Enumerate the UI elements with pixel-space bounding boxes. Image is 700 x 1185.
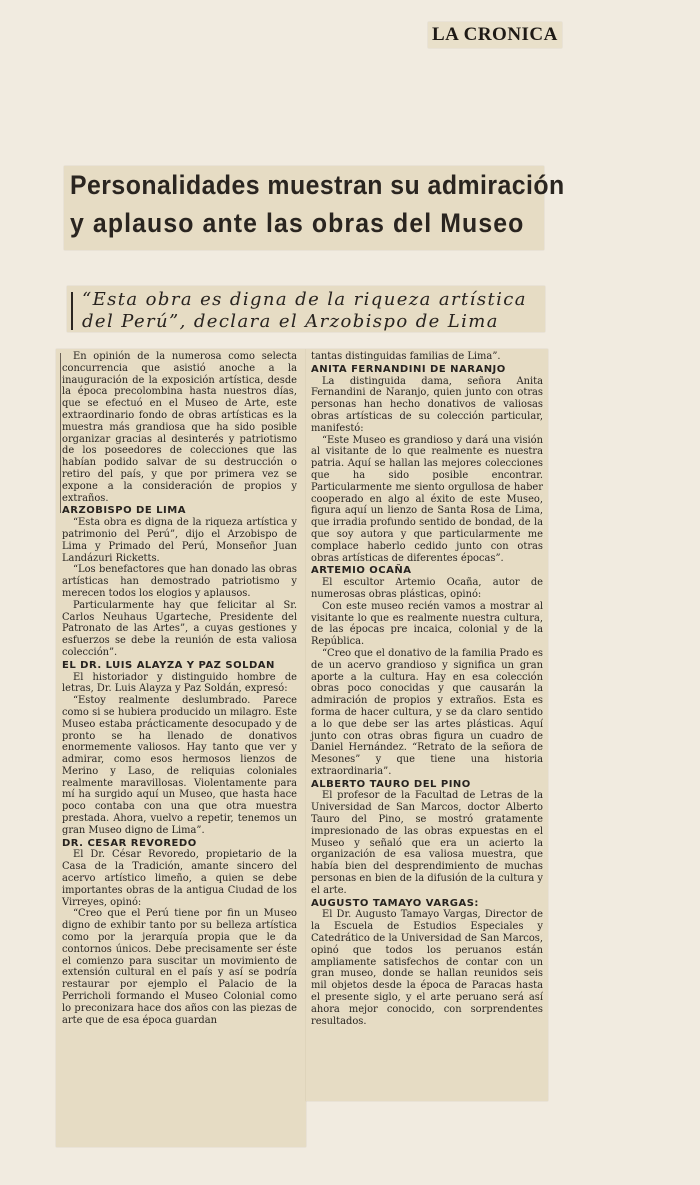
paragraph: El Dr. Augusto Tamayo Vargas, Director de la Escuela de Estudios Especiales y Catedrático de la Universidad de San Marcos, opinó que todos los peruanos están ampliamente satisfechos de contar con un gran museo, donde se hallan reunidos seis mil objetos desde la época de Paracas hasta el presente siglo, y el arte peruano será así ahora mejor conocido, con sorprendentes resultados. <box>311 909 543 1027</box>
section-heading-revoredo: DR. CESAR REVOREDO <box>62 837 197 849</box>
section-heading-ocana: ARTEMIO OCAÑA <box>311 565 412 577</box>
paragraph: Particularmente hay que felicitar al Sr. Carlos Neuhaus Ugarteche, Presidente del Patronato de las Artes”, a cuyas gestiones y esfuerzos se debe la reunión de esta valiosa colección”. <box>62 599 297 658</box>
continued-paragraph: tantas distinguidas familias de Lima”. <box>311 351 501 362</box>
article-column-1 <box>62 351 297 1026</box>
newspaper-masthead: LA CRONICA <box>432 24 558 45</box>
paragraph: “Creo que el Perú tiene por fin un Museo digno de exhibir tanto por su belleza artística como por la jerarquía propia que le da contornos únicos. Debe precisamente ser éste el comienzo para suscitar un movimiento de extensión cultural en el país y así se podría restaurar por ejemplo el Palacio de la Perricholi formando el Museo Colonial como lo preconizara hace dos años con las piezas de arte que de esa época guardan <box>62 908 297 1026</box>
section-heading-arzobispo: ARZOBISPO DE LIMA <box>62 505 186 517</box>
paragraph: “Los benefactores que han donado las obras artísticas han demostrado patriotismo y merecen todos los elogios y aplausos. <box>62 564 297 599</box>
paragraph: “Este Museo es grandioso y dará una visión al visitante de lo que realmente es nuestra patria. Aquí se hallan las mejores colecciones que ha sido posible encontrar. Particularmente me siento orgullosa de haber cooperado en algo al éxito de este Museo, figura aquí un lienzo de Santa Rosa de Lima, que irradia profundo sentido de bondad, de la que soy autora y que particularmente me complace haberlo cedido junto con otras obras artísticas de diferentes épocas”. <box>311 434 543 564</box>
section-heading-alayza: EL DR. LUIS ALAYZA Y PAZ SOLDAN <box>62 659 275 671</box>
section-heading-fernandini: ANITA FERNANDINI DE NARANJO <box>311 363 506 375</box>
paragraph: El Dr. César Revoredo, propietario de la Casa de la Tradición, amante sincero del acervo artístico limeño, a quien se debe importantes obras de la antigua Ciudad de los Virreyes, opinó: <box>62 849 297 908</box>
paragraph: El historiador y distinguido hombre de letras, Dr. Luis Alayza y Paz Soldán, expresó: <box>62 671 297 695</box>
paragraph: “Estoy realmente deslumbrado. Parece como si se hubiera producido un milagro. Este Museo estaba prácticamente desocupado y de pronto se ha llenado de donativos enormemente valiosos. Hay tanto que ver y admirar, como esos hermosos lienzos de Merino y Laso, de reliquias coloniales realmente maravillosas. Violentamente para mí ha surgido aquí un Museo, que hasta hace poco contaba con una que otra muestra prestada. Ahora, vuelvo a repetir, tenemos un gran Museo digno de Lima”. <box>62 695 297 836</box>
subheadline-rule <box>71 292 73 330</box>
headline-line-2: y aplauso ante las obras del Museo <box>70 208 525 238</box>
headline-line-1: Personalidades muestran su admiración <box>70 170 565 200</box>
paragraph: La distinguida dama, señora Anita Fernandini de Naranjo, quien junto con otras personas han hecho donativos de valiosas obras artísticas de su colección particular, manifestó: <box>311 375 543 434</box>
paragraph: El escultor Artemio Ocaña, autor de numerosas obras plásticas, opinó: <box>311 577 543 600</box>
paragraph: El profesor de la Facultad de Letras de la Universidad de San Marcos, doctor Alberto Tauro del Pino, se mostró gratamente impresionado de las obras expuestas en el Museo y señaló que era un acierto la organización de esa valiosa muestra, que había bien del desprendimiento de muchas personas en bien de la difusión de la cultura y el arte. <box>311 790 543 896</box>
subheadline-line-1: “Esta obra es digna de la riqueza artística <box>82 289 527 310</box>
intro-paragraph: En opinión de la numerosa como selecta concurrencia que asistió anoche a la inauguración de la exposición artística, desde la época precolombina hasta nuestros días, que se efectuó en el Museo de Arte, este extraordinario fondo de obras artísticas es la muestra más grandiosa que ha sido posible organizar gracias al desinterés y patriotismo de los poseedores de colecciones que las habían podido salvar de su destrucción o retiro del país, y que por primera vez se expone a la consideración de propios y extraños. <box>62 351 297 504</box>
subheadline-line-2: del Perú”, declara el Arzobispo de Lima <box>82 311 499 332</box>
article-column-2 <box>311 351 543 1027</box>
column-rule <box>60 353 61 513</box>
paragraph: “Creo que el donativo de la familia Prado es de un acervo grandioso y significa un gran aporte a la cultura. Hay en esa colección obras poco conocidas y que causarán la admiración de propios y extraños. Esta es forma de hacer cultura, y se da claro sentido a lo que debe ser las artes plásticas. Aquí junto con otras obras figura un cuadro de Daniel Hernández. “Retrato de la señora de Mesones” y que tiene una historia extraordinaria”. <box>311 647 543 777</box>
section-heading-tamayo: AUGUSTO TAMAYO VARGAS: <box>311 897 479 909</box>
paragraph: Con este museo recién vamos a mostrar al visitante lo que es realmente nuestra cultura, de las épocas pre incaica, colonial y de la República. <box>311 600 543 648</box>
paragraph: “Esta obra es digna de la riqueza artística y patrimonio del Perú”, dijo el Arzobispo de Lima y Primado del Perú, Monseñor Juan Landázuri Ricketts. <box>62 517 297 564</box>
section-heading-tauro: ALBERTO TAURO DEL PINO <box>311 778 471 790</box>
